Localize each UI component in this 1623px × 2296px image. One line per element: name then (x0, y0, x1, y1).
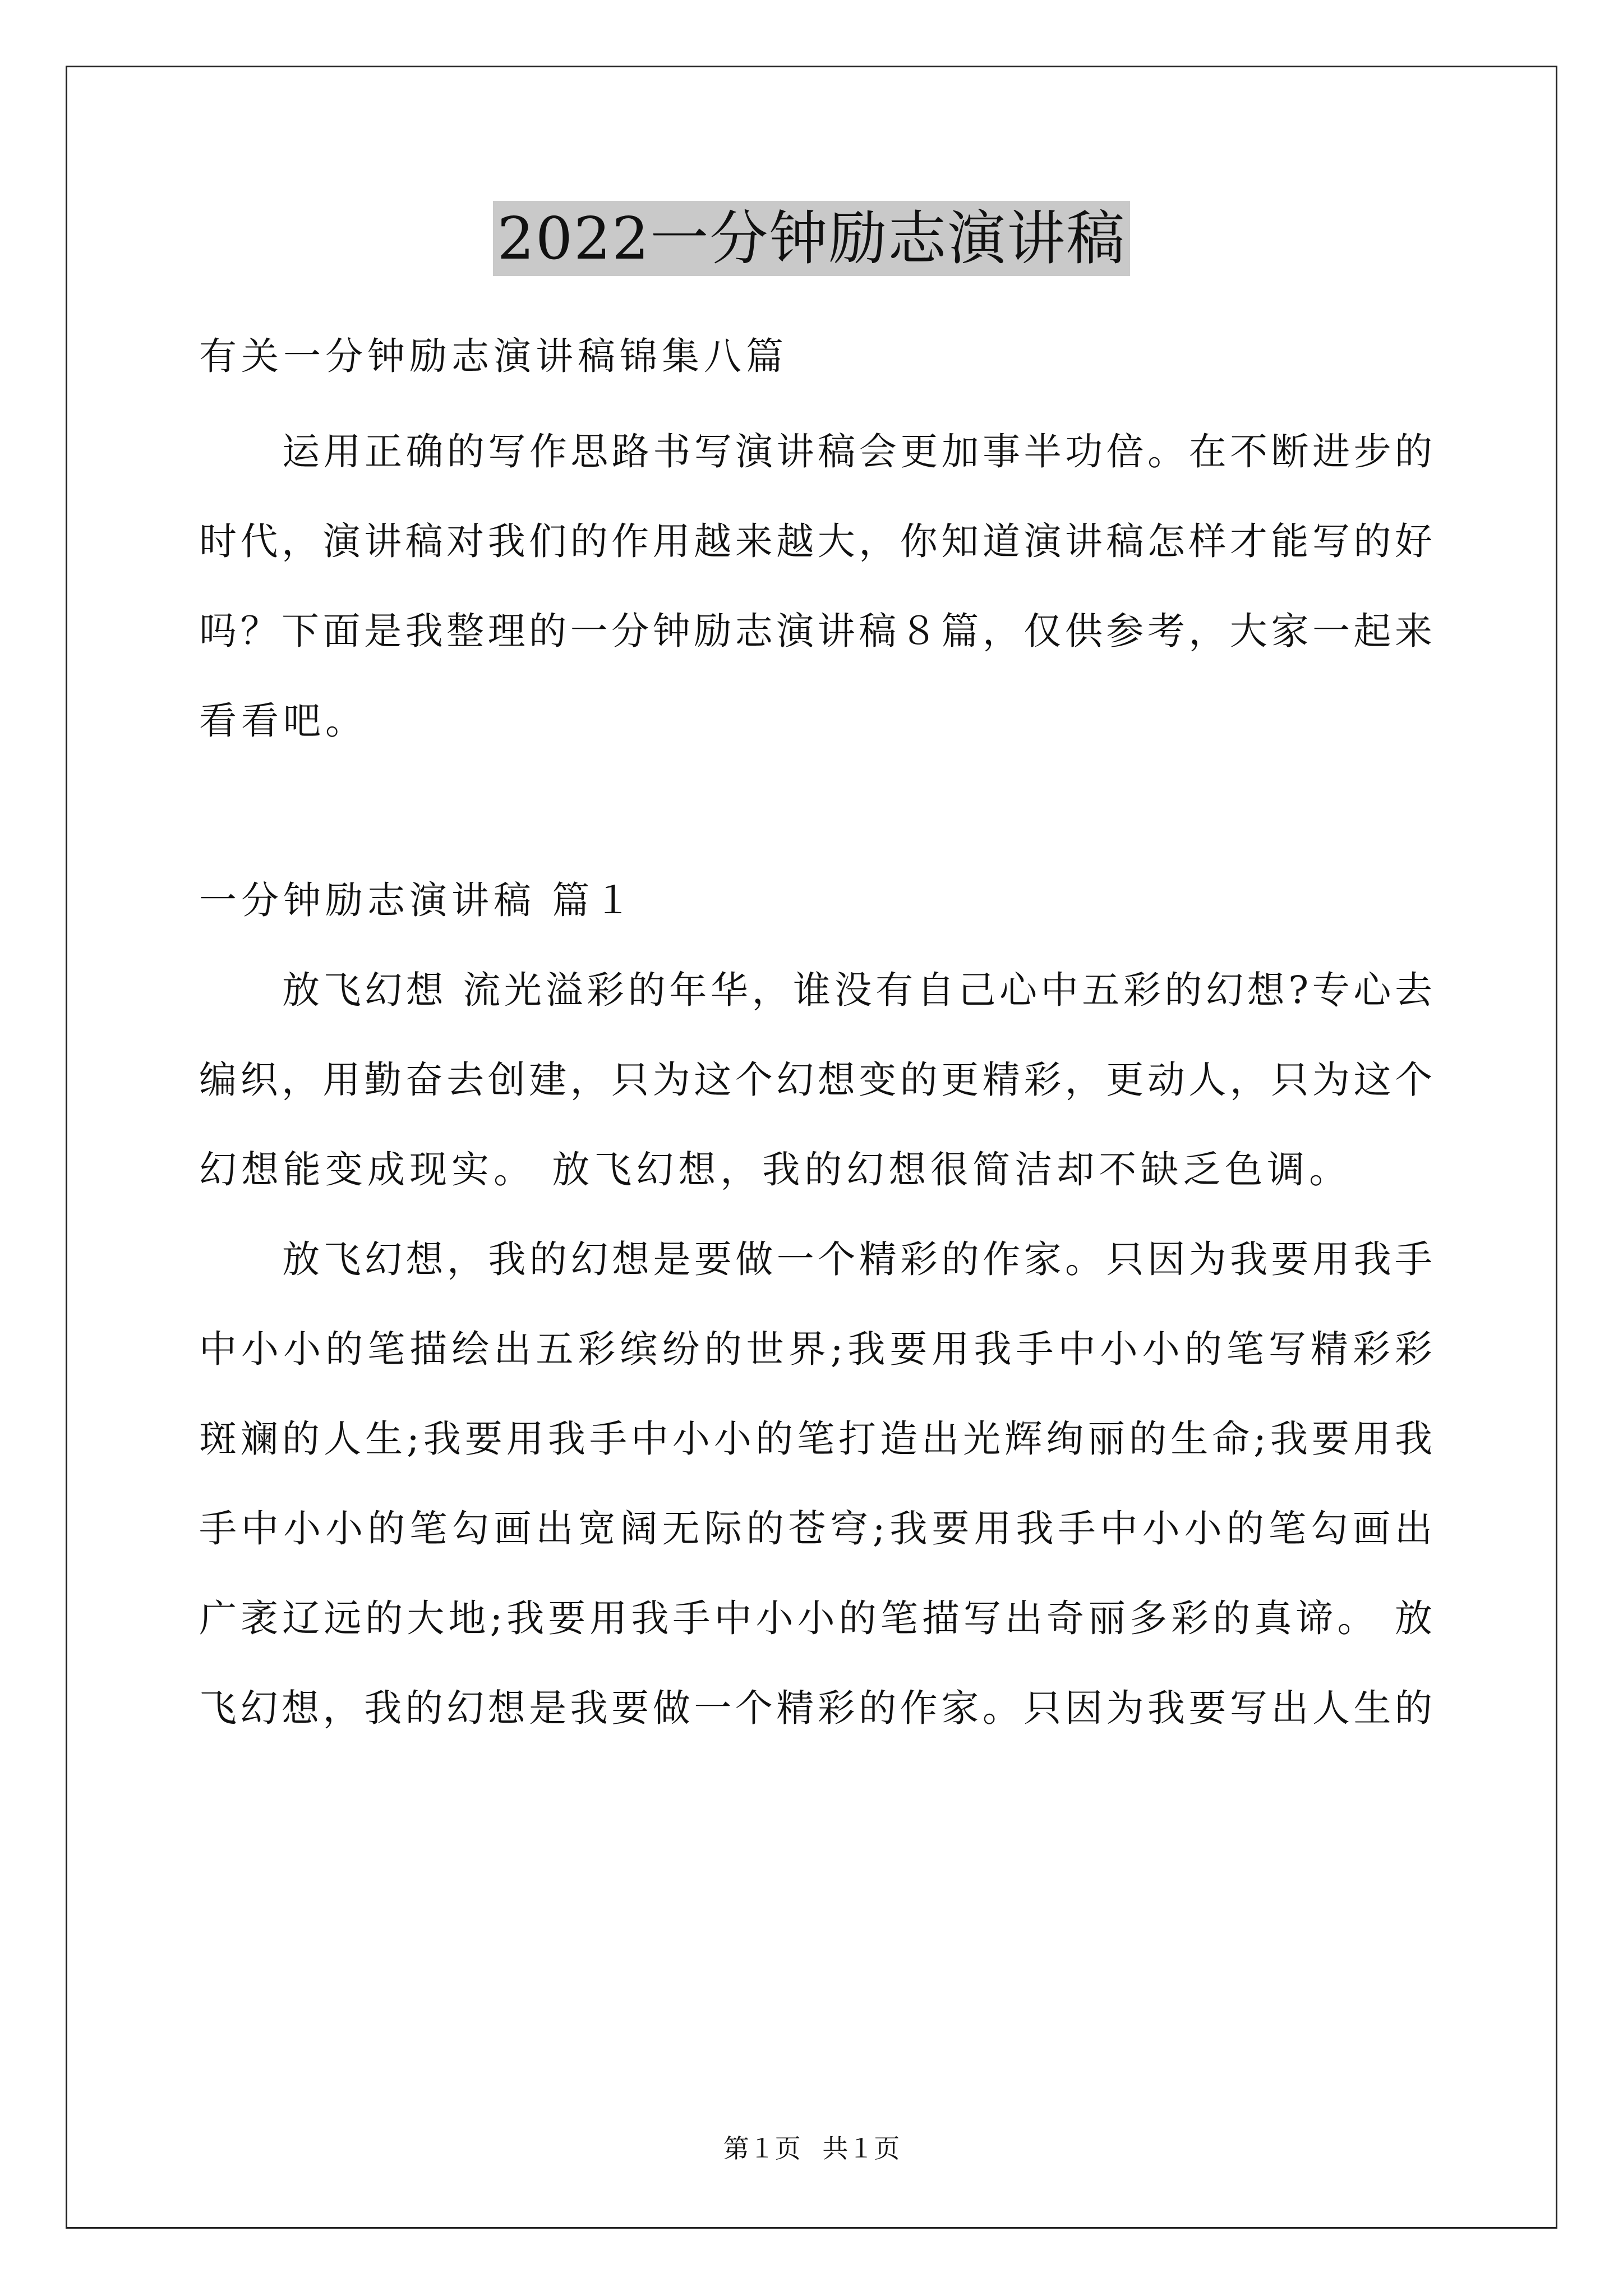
intro-line: 看看吧。 (199, 699, 367, 743)
document-title-text: 2022一分钟励志演讲稿 (493, 201, 1131, 276)
intro-line: 运用正确的写作思路书写演讲稿会更加事半功倍。在不断进步的 (282, 430, 1436, 473)
paragraph-line: 编织，用勤奋去创建，只为这个幻想变的更精彩，更动人，只为这个 (199, 1058, 1436, 1102)
paragraph-gap (199, 766, 1436, 855)
page-footer (0, 2132, 1623, 2165)
document-subtitle: 有关一分钟励志演讲稿锦集八篇 (199, 334, 788, 378)
paragraph-line: 幻想能变成现实。 放飞幻想，我的幻想很简洁却不缺乏色调。 (199, 1148, 1352, 1191)
paragraph-line: 放飞幻想，我的幻想是要做一个精彩的作家。只因为我要用我手 (282, 1237, 1436, 1281)
paragraph-line: 斑斓的人生;我要用我手中小小的笔打造出光辉绚丽的生命;我要用我 (199, 1417, 1436, 1461)
intro-line: 吗？下面是我整理的一分钟励志演讲稿８篇，仅供参考，大家一起来 (199, 609, 1436, 653)
page-number: 第１页 (723, 2133, 801, 2164)
paragraph-line: 中小小的笔描绘出五彩缤纷的世界;我要用我手中小小的笔写精彩彩 (199, 1327, 1436, 1371)
intro-line: 时代，演讲稿对我们的作用越来越大，你知道演讲稿怎样才能写的好 (199, 519, 1436, 563)
paragraph-line: 广袤辽远的大地;我要用我手中小小的笔描写出奇丽多彩的真谛。 放 (199, 1596, 1436, 1640)
document-title (0, 199, 1623, 278)
section-heading: 一分钟励志演讲稿 篇１ (199, 878, 637, 922)
page-total: 共１页 (822, 2133, 900, 2164)
document-body (199, 311, 1436, 1753)
paragraph-line: 手中小小的笔勾画出宽阔无际的苍穹;我要用我手中小小的笔勾画出 (199, 1507, 1436, 1550)
paragraph-line: 飞幻想，我的幻想是我要做一个精彩的作家。只因为我要写出人生的 (199, 1686, 1436, 1730)
paragraph-line: 放飞幻想 流光溢彩的年华，谁没有自己心中五彩的幻想?专心去 (282, 968, 1436, 1012)
